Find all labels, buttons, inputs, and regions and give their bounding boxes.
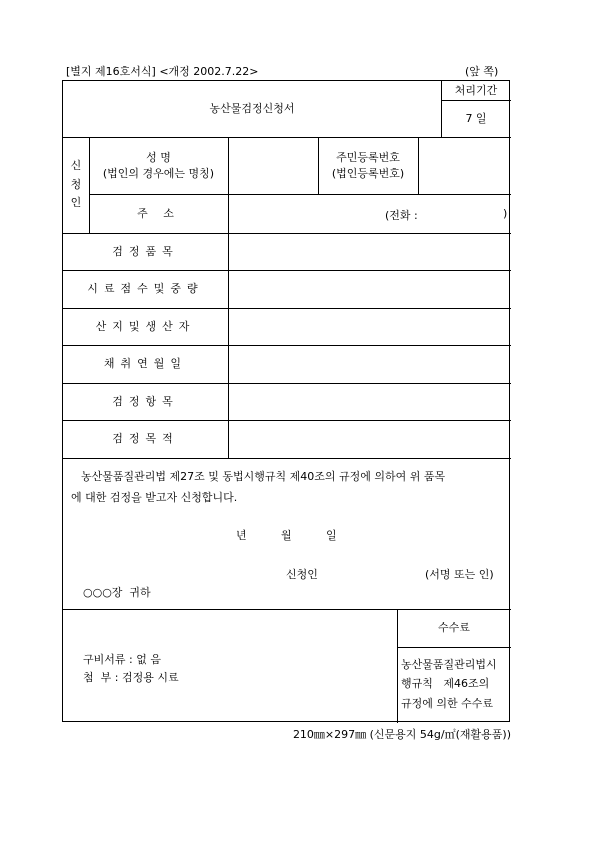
inspection-purpose-label: 검정목적 [112, 432, 179, 446]
fee-label: 수수료 [438, 621, 470, 635]
sample-count-weight-label: 시료점수및중량 [87, 282, 204, 296]
phone-label: (전화 : [385, 209, 418, 222]
applicant-signature-label: 신청인 [286, 568, 318, 581]
collection-date-label: 채취연월일 [103, 357, 188, 371]
inspection-item-field[interactable] [228, 233, 511, 270]
id-number-label: 주민등록번호 (법인등록번호) [331, 150, 405, 180]
name-label: 성 명 (법인의 경우에는 명칭) [102, 150, 215, 180]
date-month-label: 월 [281, 529, 292, 542]
phone-close: ) [503, 207, 508, 220]
addressee: ○○○장 귀하 [83, 586, 151, 599]
address-label: 주 소 [137, 206, 180, 220]
id-number-field[interactable] [418, 137, 511, 194]
application-form [62, 80, 510, 722]
page-side-label: (앞 쪽) [465, 65, 499, 78]
origin-producer-field[interactable] [228, 308, 511, 345]
form-number: [별지 제16호서식] <개정 2002.7.22> [66, 65, 259, 78]
sample-count-weight-field[interactable] [228, 270, 511, 308]
fee-description: 농산물품질관리법시 행규칙 제46조의 규정에 의한 수수료 [401, 658, 497, 710]
inspection-items-field[interactable] [228, 383, 511, 420]
applicant-section-label: 신 청 인 [70, 158, 82, 210]
address-field[interactable] [228, 194, 511, 233]
paper-spec-footer: 210㎜×297㎜ (신문용지 54g/㎡(재활용품)) [292, 728, 511, 741]
date-year-label: 년 [236, 529, 247, 542]
inspection-purpose-field[interactable] [228, 420, 511, 458]
form-title: 농산물검정신청서 [209, 102, 295, 116]
processing-period-label: 처리기간 [454, 83, 498, 97]
date-day-label: 일 [326, 529, 337, 542]
processing-period-value: 7 일 [465, 111, 487, 125]
inspection-item-label: 검정품목 [112, 244, 179, 258]
name-field[interactable] [228, 137, 318, 194]
attachments: 첨 부 : 검정용 시료 [83, 671, 179, 684]
signature-or-seal-label: (서명 또는 인) [425, 568, 494, 581]
required-documents: 구비서류 : 없 음 [83, 653, 161, 666]
collection-date-field[interactable] [228, 345, 511, 383]
origin-producer-label: 산지및생산자 [95, 319, 196, 333]
inspection-items-label: 검정항목 [112, 394, 179, 408]
declaration-line-1: 농산물품질관리법 제27조 및 동법시행규칙 제40조의 규정에 의하여 위 품목 [81, 470, 446, 483]
declaration-line-2: 에 대한 검정을 받고자 신청합니다. [71, 491, 238, 504]
